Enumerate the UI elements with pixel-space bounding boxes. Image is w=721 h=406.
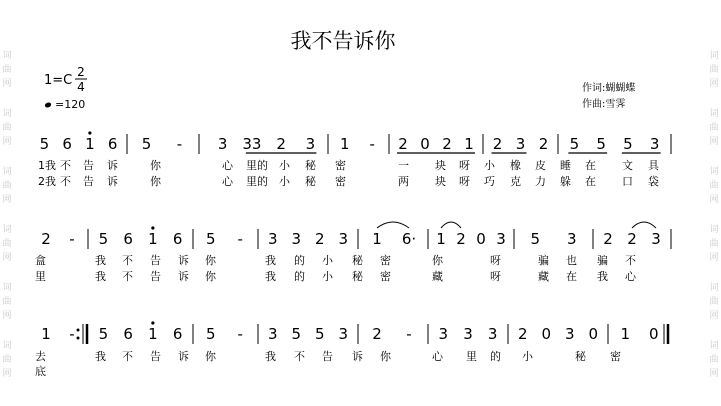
lyric-verse-1: 文 [622, 159, 633, 172]
note: 0 [541, 325, 552, 343]
note: 5 [291, 325, 302, 343]
lyric-verse-2: 2我 [38, 175, 56, 188]
watermark-char: 词 [709, 167, 719, 177]
watermark-char: 曲 [2, 355, 12, 365]
note: 0 [588, 325, 599, 343]
note: 5 [39, 135, 50, 153]
watermark-char: 词 [709, 225, 719, 235]
watermark-char: 词 [2, 109, 12, 119]
note: 6 [172, 230, 183, 248]
lyric-verse-2: 底 [35, 365, 46, 378]
lyric-verse-1: 小 [484, 159, 495, 172]
lyric-verse-2: 告 [150, 270, 161, 283]
lyric-verse-2: 克 [510, 175, 521, 188]
lyric-verse-1: 秘 [352, 254, 363, 267]
lyric-verse-1: 呀 [459, 159, 470, 172]
lyric-verse-2: 秘 [305, 175, 316, 188]
note: - [69, 325, 75, 343]
note: 3 [291, 230, 302, 248]
watermark-char: 网 [709, 369, 719, 379]
lyric-verse-2: 呀 [459, 175, 470, 188]
lyric-verse-2: 巧 [484, 175, 495, 188]
lyric-verse-1: 小 [322, 254, 333, 267]
note: 2 [314, 230, 325, 248]
lyric-verse-1: 里 [466, 350, 477, 363]
note: 2 [398, 135, 408, 153]
lyric-verse-2: 力 [535, 175, 546, 188]
lyric-verse-2: 块 [435, 175, 446, 188]
note: 3 [566, 230, 577, 248]
note: 6 [123, 230, 133, 248]
song-title: 我不告诉你 [290, 29, 396, 53]
note: 5 [623, 135, 633, 153]
watermark-char: 词 [2, 167, 12, 177]
note: 33 [242, 135, 262, 153]
note: 5 [141, 135, 152, 153]
watermark-char: 词 [709, 51, 719, 61]
note: 2 [627, 230, 637, 248]
lyric-verse-2: 口 [622, 175, 633, 188]
lyric-verse-2: 在 [585, 175, 596, 188]
tie-arc [441, 222, 461, 228]
watermark-char: 网 [2, 253, 12, 263]
note: 6 [107, 135, 118, 153]
note: 1 [85, 135, 95, 153]
lyric-verse-1: 你 [150, 159, 161, 172]
watermark-char: 曲 [2, 297, 12, 307]
lyric-verse-2: 秘 [352, 270, 363, 283]
lyric-verse-1: 不 [122, 350, 133, 363]
note: 3 [487, 325, 498, 343]
lyric-verse-2: 不 [60, 175, 71, 188]
lyric-verse-1: 具 [648, 159, 659, 172]
lyric-verse-1: 呀 [490, 254, 501, 267]
lyric-verse-2: 诉 [107, 175, 118, 188]
note: 0 [476, 230, 486, 248]
lyric-verse-2: 心 [222, 175, 233, 188]
watermark-char: 曲 [2, 65, 12, 75]
lyric-verse-1: 你 [380, 350, 391, 363]
lyric-verse-1: 橡 [510, 159, 521, 172]
lyric-verse-1: 告 [322, 350, 333, 363]
meter-top: 2 [77, 65, 85, 79]
lyric-verse-2: 两 [398, 175, 409, 188]
lyric-verse-1: 也 [566, 254, 577, 267]
note: 5 [98, 230, 109, 248]
lyric-verse-1: 小 [279, 159, 290, 172]
lyric-verse-2: 你 [150, 175, 161, 188]
lyric-verse-2: 呀 [490, 270, 501, 283]
note: 3 [338, 230, 349, 248]
lyric-verse-1: 不 [60, 159, 71, 172]
tempo-marking [44, 98, 85, 111]
watermark-char: 网 [2, 79, 12, 89]
quarter-note-icon [44, 102, 52, 109]
lyric-verse-2: 里 [35, 270, 46, 283]
lyric-verse-1: 的 [294, 254, 305, 267]
watermark-char: 曲 [2, 239, 12, 249]
note: 3 [651, 230, 661, 248]
note: 1 [41, 325, 51, 343]
note: - [176, 135, 183, 153]
note: 5 [596, 135, 606, 153]
note: 3 [217, 135, 228, 153]
note: 6 [62, 135, 72, 153]
lyric-verse-1: 诉 [107, 159, 118, 172]
lyric-verse-1: 一 [398, 159, 409, 172]
lyric-verse-1: 你 [205, 350, 216, 363]
watermark-char: 曲 [2, 123, 12, 133]
high-octave-dot [88, 131, 91, 134]
lyric-verse-2: 我 [265, 270, 276, 283]
watermark-char: 词 [2, 225, 12, 235]
tie-arc [632, 222, 656, 228]
note: 5 [530, 230, 541, 248]
staff-systems [35, 131, 671, 378]
note: 2 [517, 325, 528, 343]
lyric-verse-1: 不 [294, 350, 305, 363]
note: 3 [438, 325, 449, 343]
lyric-verse-1: 我 [95, 350, 106, 363]
lyric-verse-1: 诉 [178, 254, 189, 267]
watermark-char: 曲 [709, 297, 719, 307]
note: 2 [276, 135, 286, 153]
lyric-verse-1: 诉 [178, 350, 189, 363]
lyric-verse-1: 睡 [560, 159, 571, 172]
lyric-verse-2: 里的 [246, 175, 268, 188]
lyric-verse-1: 密 [380, 254, 391, 267]
watermark-char: 曲 [2, 181, 12, 191]
lyric-verse-2: 密 [380, 270, 391, 283]
watermark-char: 词 [709, 283, 719, 293]
note: 2 [456, 230, 466, 248]
lyric-verse-2: 藏 [432, 270, 443, 283]
note: 0 [420, 135, 430, 153]
watermark-char: 网 [2, 369, 12, 379]
tie-arc [377, 222, 409, 228]
lyric-verse-1: 心 [222, 159, 233, 172]
lyric-verse-1: 密 [335, 159, 346, 172]
lyric-verse-2: 诉 [178, 270, 189, 283]
watermark-char: 曲 [709, 123, 719, 133]
lyric-verse-2: 我 [95, 270, 106, 283]
note: 5 [205, 325, 216, 343]
lyric-verse-1: 告 [83, 159, 94, 172]
lyric-verse-2: 我 [597, 270, 608, 283]
note: 2 [603, 230, 613, 248]
note: 1 [339, 135, 350, 153]
note: - [237, 230, 243, 248]
note: 2 [442, 135, 452, 153]
lyric-verse-1: 去 [35, 350, 46, 363]
lyric-verse-1: 的 [490, 350, 501, 363]
lyric-verse-1: 不 [122, 254, 133, 267]
lyric-verse-1: 秘 [305, 159, 316, 172]
lyric-verse-1: 你 [432, 254, 443, 267]
lyric-verse-1: 告 [150, 350, 161, 363]
note: 1 [620, 325, 631, 343]
watermark-char: 网 [709, 253, 719, 263]
watermark-char: 网 [709, 137, 719, 147]
lyric-verse-1: 小 [522, 350, 533, 363]
lyric-verse-1: 不 [625, 254, 636, 267]
lyric-verse-1: 诉 [352, 350, 363, 363]
note: 3 [496, 230, 506, 248]
lyric-verse-1: 在 [585, 159, 596, 172]
watermark-char: 网 [709, 311, 719, 321]
lyric-verse-1: 心 [432, 350, 443, 363]
note: 5 [205, 230, 216, 248]
lyric-verse-2: 密 [335, 175, 346, 188]
watermark-char: 曲 [709, 181, 719, 191]
lyric-verse-2: 在 [566, 270, 577, 283]
tempo-value: =120 [55, 98, 86, 111]
note: 1 [436, 230, 446, 248]
lyric-verse-1: 皮 [535, 159, 546, 172]
lyric-verse-1: 秘 [575, 350, 586, 363]
lyric-verse-2: 的 [294, 270, 305, 283]
note: 2 [538, 135, 549, 153]
watermark-char: 网 [709, 195, 719, 205]
lyric-verse-2: 告 [83, 175, 94, 188]
watermark-char: 词 [2, 51, 12, 61]
note: 3 [267, 325, 278, 343]
lyric-verse-1: 我 [265, 350, 276, 363]
note: 3 [515, 135, 526, 153]
lyric-verse-1: 我 [95, 254, 106, 267]
watermark-char: 网 [2, 195, 12, 205]
lyric-verse-2: 袋 [648, 175, 659, 188]
watermark-char: 网 [2, 137, 12, 147]
key-signature: 1=C [44, 73, 73, 88]
high-octave-dot [151, 321, 154, 324]
note: 2 [41, 230, 51, 248]
watermark-char: 曲 [709, 239, 719, 249]
lyric-verse-2: 小 [279, 175, 290, 188]
watermark-char: 曲 [709, 355, 719, 365]
note: 5 [98, 325, 109, 343]
composer-credit: 作曲:雪霁 [582, 99, 626, 110]
watermark-char: 曲 [709, 65, 719, 75]
note: 1 [464, 135, 474, 153]
note: 2 [492, 135, 503, 153]
note: 6 [123, 325, 133, 343]
lyricist-credit: 作词:蝴蝴蝶 [582, 83, 636, 94]
watermark-char: 词 [2, 283, 12, 293]
lyric-verse-2: 藏 [538, 270, 549, 283]
lyric-verse-1: 里的 [246, 159, 268, 172]
note: 3 [267, 230, 278, 248]
note: 1 [372, 230, 382, 248]
note: 3 [649, 135, 660, 153]
lyric-verse-1: 1我 [38, 159, 56, 172]
watermark-char: 词 [709, 109, 719, 119]
watermark-char: 词 [709, 341, 719, 351]
note: 5 [314, 325, 325, 343]
lyric-verse-1: 骗 [538, 254, 549, 267]
note: 3 [463, 325, 473, 343]
repeat-dot [77, 329, 80, 332]
lyric-verse-2: 你 [205, 270, 216, 283]
note: 2 [372, 325, 382, 343]
note: - [237, 325, 243, 343]
note: 6· [401, 230, 417, 248]
note: - [406, 325, 412, 343]
lyric-verse-1: 盒 [35, 254, 46, 267]
lyric-verse-2: 躲 [560, 175, 571, 188]
meter-bottom: 4 [77, 80, 85, 94]
lyric-verse-1: 块 [435, 159, 446, 172]
note: 3 [305, 135, 316, 153]
note: 6 [172, 325, 183, 343]
lyric-verse-2: 心 [625, 270, 636, 283]
lyric-verse-1: 你 [205, 254, 216, 267]
repeat-dot [77, 337, 80, 340]
note: 1 [148, 325, 158, 343]
lyric-verse-1: 密 [610, 350, 621, 363]
lyric-verse-2: 小 [322, 270, 333, 283]
watermark-char: 网 [2, 311, 12, 321]
lyric-verse-1: 告 [150, 254, 161, 267]
note: 3 [564, 325, 575, 343]
watermark-char: 词 [2, 341, 12, 351]
note: 0 [648, 325, 659, 343]
lyric-verse-2: 不 [122, 270, 133, 283]
note: - [69, 230, 75, 248]
lyric-verse-1: 我 [265, 254, 276, 267]
lyric-verse-1: 骗 [597, 254, 608, 267]
watermark-char: 网 [709, 79, 719, 89]
high-octave-dot [151, 226, 154, 229]
note: 1 [148, 230, 158, 248]
note: 5 [569, 135, 580, 153]
note: - [369, 135, 375, 153]
note: 3 [338, 325, 349, 343]
